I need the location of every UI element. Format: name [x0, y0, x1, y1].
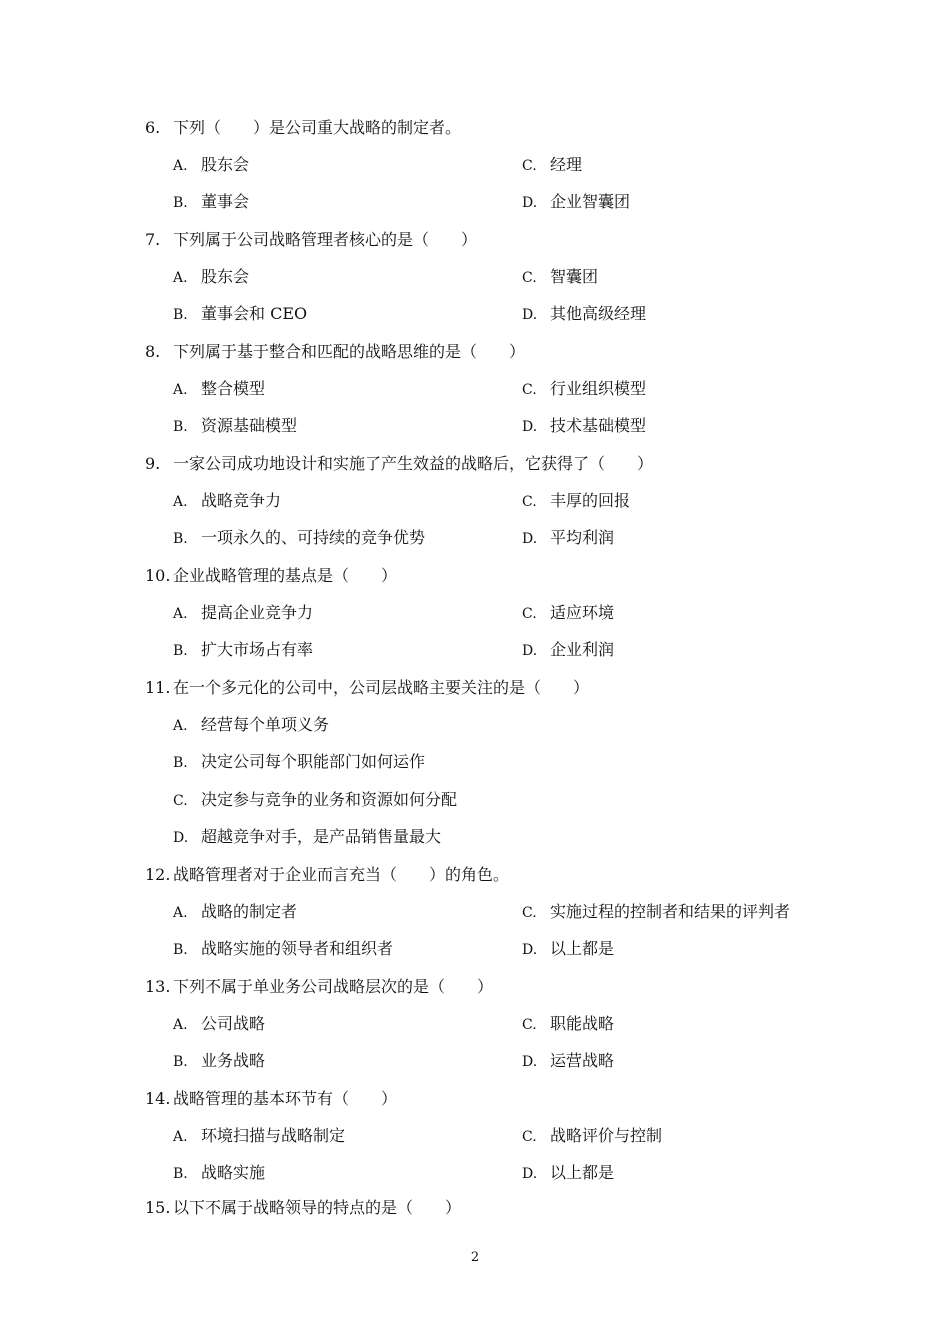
option-text: 智囊团	[550, 267, 599, 286]
question-15	[145, 1197, 461, 1219]
question-text: 战略管理者对于企业而言充当（ ）的角色。	[173, 865, 510, 884]
option-item	[173, 639, 313, 662]
question-7	[145, 229, 477, 251]
option-letter: B.	[173, 195, 188, 211]
question-number: 8.	[145, 342, 161, 361]
option-item	[522, 938, 614, 961]
question-number: 7.	[145, 230, 161, 249]
option-text: 其他高级经理	[550, 304, 647, 323]
option-letter: A.	[173, 1017, 188, 1033]
option-item	[173, 378, 265, 401]
question-number: 14.	[145, 1089, 171, 1108]
option-letter: A.	[173, 718, 188, 734]
option-item	[522, 415, 646, 438]
option-item	[173, 901, 297, 924]
option-text: 实施过程的控制者和结果的评判者	[550, 902, 791, 921]
option-text: 丰厚的回报	[550, 491, 631, 510]
option-text: 公司战略	[201, 1014, 266, 1033]
option-item	[522, 266, 598, 289]
option-item	[522, 602, 614, 625]
option-item	[173, 1050, 265, 1073]
option-text: 扩大市场占有率	[201, 640, 314, 659]
question-number: 6.	[145, 118, 161, 137]
option-item	[522, 191, 630, 214]
question-text: 以下不属于战略领导的特点的是（ ）	[173, 1198, 462, 1217]
option-text: 企业利润	[550, 640, 615, 659]
option-text: 职能战略	[550, 1014, 615, 1033]
option-letter: D.	[522, 307, 538, 323]
option-item	[173, 789, 457, 812]
question-14	[145, 1088, 397, 1110]
option-letter: D.	[522, 942, 538, 958]
question-text: 企业战略管理的基点是（ ）	[173, 566, 398, 585]
option-item	[522, 1162, 614, 1185]
option-letter: C.	[522, 606, 537, 622]
option-letter: B.	[173, 755, 188, 771]
option-letter: C.	[522, 905, 537, 921]
question-9	[145, 453, 653, 475]
option-item	[173, 527, 425, 550]
question-text: 下列不属于单业务公司战略层次的是（ ）	[173, 977, 494, 996]
option-text: 行业组织模型	[550, 379, 647, 398]
option-letter: D.	[173, 830, 189, 846]
option-letter: D.	[522, 1166, 538, 1182]
question-12	[145, 864, 509, 886]
question-8	[145, 341, 525, 363]
option-text: 战略的制定者	[201, 902, 298, 921]
option-item	[522, 1125, 662, 1148]
option-letter: C.	[522, 270, 537, 286]
question-13	[145, 976, 493, 998]
option-letter: B.	[173, 942, 188, 958]
option-item	[522, 154, 582, 177]
option-text: 技术基础模型	[550, 416, 647, 435]
option-item	[173, 826, 441, 849]
option-text: 以上都是	[550, 939, 615, 958]
option-text: 环境扫描与战略制定	[201, 1126, 346, 1145]
option-text: 战略评价与控制	[550, 1126, 663, 1145]
option-item	[173, 266, 249, 289]
option-letter: A.	[173, 606, 188, 622]
option-text: 提高企业竞争力	[201, 603, 314, 622]
question-6	[145, 117, 461, 139]
option-letter: A.	[173, 905, 188, 921]
option-text: 经营每个单项义务	[201, 715, 330, 734]
option-letter: C.	[522, 494, 537, 510]
option-letter: A.	[173, 1129, 188, 1145]
option-item	[173, 303, 307, 326]
option-letter: B.	[173, 643, 188, 659]
option-item	[173, 154, 249, 177]
option-item	[173, 714, 329, 737]
option-letter: D.	[522, 643, 538, 659]
option-letter: B.	[173, 307, 188, 323]
question-11	[145, 677, 589, 699]
option-text: 运营战略	[550, 1051, 615, 1070]
option-text: 一项永久的、可持续的竞争优势	[201, 528, 426, 547]
question-text: 在一个多元化的公司中，公司层战略主要关注的是（ ）	[173, 678, 590, 697]
question-text: 下列（ ）是公司重大战略的制定者。	[173, 118, 462, 137]
question-text: 下列属于公司战略管理者核心的是（ ）	[173, 230, 478, 249]
option-text: 经理	[550, 155, 583, 174]
option-item	[173, 938, 393, 961]
page-number: 2	[470, 1250, 480, 1265]
option-letter: C.	[522, 158, 537, 174]
option-item	[522, 527, 614, 550]
option-letter: A.	[173, 494, 188, 510]
option-item	[522, 901, 790, 924]
option-item	[522, 1050, 614, 1073]
option-letter: C.	[522, 1129, 537, 1145]
option-text: 决定公司每个职能部门如何运作	[201, 752, 426, 771]
option-text: 整合模型	[201, 379, 266, 398]
option-letter: D.	[522, 419, 538, 435]
question-text: 下列属于基于整合和匹配的战略思维的是（ ）	[173, 342, 526, 361]
question-10	[145, 565, 397, 587]
question-number: 11.	[145, 678, 171, 697]
question-number: 15.	[145, 1198, 171, 1217]
option-item	[173, 191, 249, 214]
option-letter: A.	[173, 158, 188, 174]
question-text: 战略管理的基本环节有（ ）	[173, 1089, 398, 1108]
option-letter: B.	[173, 419, 188, 435]
option-letter: D.	[522, 531, 538, 547]
option-letter: D.	[522, 195, 538, 211]
option-item	[522, 1013, 614, 1036]
question-number: 12.	[145, 865, 171, 884]
option-text: 企业智囊团	[550, 192, 631, 211]
option-letter: B.	[173, 531, 188, 547]
option-text: 股东会	[201, 155, 250, 174]
option-letter: B.	[173, 1166, 188, 1182]
option-text: 以上都是	[550, 1163, 615, 1182]
option-text: 战略实施	[201, 1163, 266, 1182]
option-text: 战略竞争力	[201, 491, 282, 510]
option-text: 超越竞争对手，是产品销售量最大	[201, 827, 442, 846]
option-letter: B.	[173, 1054, 188, 1070]
option-text: 业务战略	[201, 1051, 266, 1070]
option-item	[522, 378, 646, 401]
option-item	[173, 1125, 345, 1148]
option-item	[522, 639, 614, 662]
option-letter: D.	[522, 1054, 538, 1070]
question-number: 13.	[145, 977, 171, 996]
option-letter: C.	[522, 382, 537, 398]
option-letter: A.	[173, 382, 188, 398]
option-item	[173, 1162, 265, 1185]
question-text: 一家公司成功地设计和实施了产生效益的战略后，它获得了（ ）	[173, 454, 654, 473]
option-text: 战略实施的领导者和组织者	[201, 939, 394, 958]
option-text: 董事会	[201, 192, 250, 211]
option-letter: C.	[522, 1017, 537, 1033]
question-number: 9.	[145, 454, 161, 473]
option-letter: C.	[173, 793, 188, 809]
option-item	[522, 490, 630, 513]
option-item	[173, 602, 313, 625]
option-text: 平均利润	[550, 528, 615, 547]
option-item	[522, 303, 646, 326]
option-item	[173, 490, 281, 513]
option-item	[173, 415, 297, 438]
option-text: 资源基础模型	[201, 416, 298, 435]
option-text: 董事会和 CEO	[201, 304, 308, 323]
option-item	[173, 751, 425, 774]
option-letter: A.	[173, 270, 188, 286]
option-text: 适应环境	[550, 603, 615, 622]
question-number: 10.	[145, 566, 171, 585]
option-item	[173, 1013, 265, 1036]
option-text: 决定参与竞争的业务和资源如何分配	[201, 790, 458, 809]
option-text: 股东会	[201, 267, 250, 286]
